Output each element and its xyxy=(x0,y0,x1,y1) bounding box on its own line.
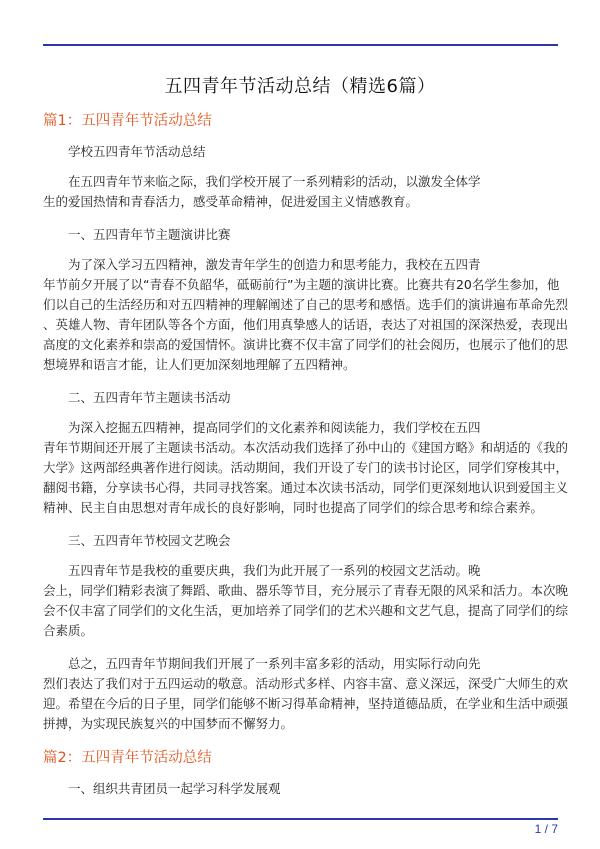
header-rule xyxy=(43,44,558,46)
text-line: 为了深入学习五四精神，激发青年学生的创造力和思考能力，我校在五四青 xyxy=(68,257,481,272)
section-heading-1: 篇1：五四青年节活动总结 xyxy=(43,113,212,129)
subheading-speech-contest: 一、五四青年节主题演讲比赛 xyxy=(68,227,231,242)
text-line: 生的爱国热情和青春活力，感受革命精神，促进爱国主义情感教育。 xyxy=(43,194,419,209)
section-heading-2: 篇2：五四青年节活动总结 xyxy=(43,750,212,766)
text-line: 、英雄人物、青年团队等各个方面，他们用真挚感人的话语，表达了对祖国的深深热爱，表现出 xyxy=(43,317,569,332)
subheading-art-gala: 三、五四青年节校园文艺晚会 xyxy=(68,533,231,548)
article-intro-title: 学校五四青年节活动总结 xyxy=(68,144,206,159)
text-line: 总之，五四青年节期间我们开展了一系列丰富多彩的活动，用实际行动向先 xyxy=(68,656,481,671)
text-line: 青年节期间还开展了主题读书活动。本次活动我们选择了孙中山的《建国方略》和胡适的《我的 xyxy=(43,440,569,455)
text-line: 想境界和语言才能，让人们更加深刻地理解了五四精神。 xyxy=(43,357,356,372)
text-line: 会不仅丰富了同学们的文化生活，更加培养了同学们的艺术兴趣和文艺气息，提高了同学们的综 xyxy=(43,603,569,618)
text-line: 拼搏，为实现民族复兴的中国梦而不懈努力。 xyxy=(43,716,294,731)
text-line: 们以自己的生活经历和对五四精神的理解阐述了自己的思考和感悟。选手们的演讲遍布革命先烈 xyxy=(43,297,569,312)
text-line: 会上，同学们精彩表演了舞蹈、歌曲、器乐等节目，充分展示了青春无限的风采和活力。本次晚 xyxy=(43,583,569,598)
footer-rule xyxy=(43,818,558,820)
text-line: 精神、民主自由思想对青年成长的良好影响，同时也提高了同学们的综合思考和综合素养。 xyxy=(43,500,544,515)
subheading-reading-activity: 二、五四青年节主题读书活动 xyxy=(68,390,231,405)
text-line: 迎。希望在今后的日子里，同学们能够不断习得革命精神，坚持道德品质，在学业和生活中顽强 xyxy=(43,696,569,711)
document-title: 五四青年节活动总结（精选6篇） xyxy=(164,76,436,97)
page-indicator: 1 / 7 xyxy=(534,822,558,836)
document-body xyxy=(43,110,569,809)
text-line: 五四青年节是我校的重要庆典，我们为此开展了一系列的校园文艺活动。晚 xyxy=(68,563,481,578)
summary-paragraph xyxy=(43,654,569,734)
speech-contest-paragraph xyxy=(43,255,569,375)
text-line: 年节前夕开展了以“青春不负韶华，砥砺前行”为主题的演讲比赛。比赛共有20名学生参加，他 xyxy=(43,277,560,292)
text-line: 大学》这两部经典著作进行阅读。活动期间，我们开设了专门的读书讨论区，同学们穿梭其中， xyxy=(43,460,569,475)
reading-activity-paragraph xyxy=(43,418,569,518)
opening-paragraph xyxy=(43,172,558,212)
text-line: 翻阅书籍，分享读书心得，共同寻找答案。通过本次读书活动，同学们更深刻地认识到爱国主义 xyxy=(43,480,569,495)
subheading-study-science: 一、组织共青团员一起学习科学发展观 xyxy=(68,781,281,796)
text-line: 合素质。 xyxy=(43,623,94,638)
text-line: 为深入挖掘五四精神，提高同学们的文化素养和阅读能力，我们学校在五四 xyxy=(68,420,481,435)
text-line: 高度的文化素养和崇高的爱国情怀。演讲比赛不仅丰富了同学们的社会阅历，也展示了他们的思 xyxy=(43,337,569,352)
text-line: 烈们表达了我们对于五四运动的敬意。活动形式多样、内容丰富、意义深远，深受广大师生的欢 xyxy=(43,676,569,691)
art-gala-paragraph xyxy=(43,561,569,641)
text-line: 在五四青年节来临之际，我们学校开展了一系列精彩的活动，以激发全体学 xyxy=(68,174,481,189)
